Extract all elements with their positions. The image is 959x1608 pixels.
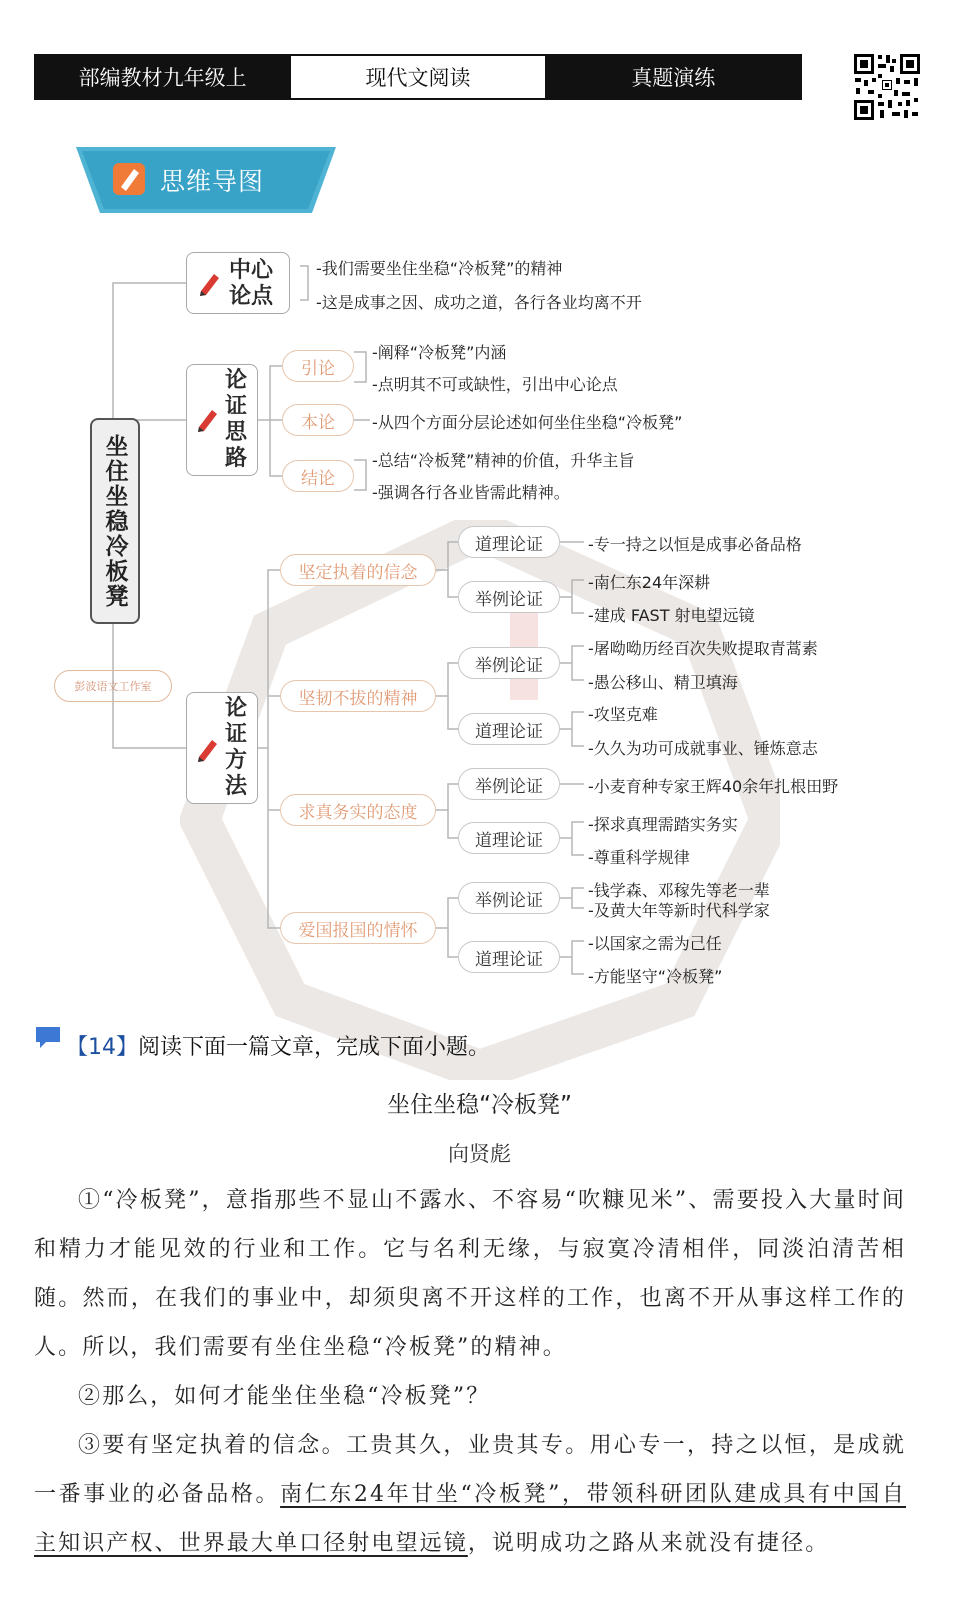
paragraph-2: ②那么，如何才能坐住坐稳“冷板凳”？	[78, 1384, 491, 1409]
paragraph-3-intro: ③要有坚定执着的信念。工贵其久，业贵其专。用心专一，持之以恒，是成就一番事业的必备品格。	[34, 1433, 906, 1507]
paragraph-3-underlined: 南仁东24年甘坐“冷板凳”，带领科研团队建成具有中国自主知识产权、世界最大单口径射电望远镜	[34, 1482, 906, 1556]
methods-node	[186, 692, 258, 804]
method-group-1: 坚定执着的信念	[280, 554, 436, 586]
method-leaf: -久久为功可成就事业、锤炼意志	[588, 739, 818, 758]
structure-leaf: -阐释“冷板凳”内涵	[372, 343, 507, 362]
structure-part-conclusion: 结论	[282, 460, 354, 492]
mindmap-root: 坐住坐稳冷板凳	[90, 418, 140, 624]
method-leaf: -愚公移山、精卫填海	[588, 673, 738, 692]
center-argument-label: 中心论点	[229, 258, 274, 309]
method-sub: 道理论证	[458, 941, 560, 973]
method-sub: 举例论证	[458, 882, 560, 914]
center-argument-node	[186, 252, 290, 314]
method-group-3: 求真务实的态度	[280, 794, 436, 826]
pencil-icon	[197, 271, 221, 297]
structure-leaf: -从四个方面分层论述如何坐住坐稳“冷板凳”	[372, 413, 683, 432]
pencil-icon	[195, 737, 219, 763]
method-leaf: -钱学森、邓稼先等老一辈	[588, 881, 770, 900]
header-subject: 现代文阅读	[289, 56, 546, 98]
structure-label: 论证思路	[225, 368, 248, 471]
center-leaf-1: -我们需要坐住坐稳“冷板凳”的精神	[316, 259, 563, 278]
mindmap-title: 思维导图	[160, 167, 265, 196]
structure-leaf: -总结“冷板凳”精神的价值，升华主旨	[372, 451, 635, 470]
method-sub: 举例论证	[458, 768, 560, 800]
structure-part-body: 本论	[282, 404, 354, 436]
method-sub: 举例论证	[458, 647, 560, 679]
article-title: 坐住坐稳“冷板凳”	[387, 1092, 572, 1118]
method-leaf: -攻坚克难	[588, 705, 658, 724]
studio-stamp: 彭波语文工作室	[54, 670, 172, 702]
method-leaf: -建成 FAST 射电望远镜	[588, 606, 755, 625]
method-group-4: 爱国报国的情怀	[280, 912, 436, 944]
method-group-2: 坚韧不拔的精神	[280, 680, 436, 712]
method-sub: 举例论证	[458, 581, 560, 613]
structure-leaf: -点明其不可或缺性，引出中心论点	[372, 375, 618, 394]
method-leaf: -屠呦呦历经百次失败提取青蒿素	[588, 639, 818, 658]
method-leaf: -尊重科学规律	[588, 848, 690, 867]
structure-node	[186, 364, 258, 476]
article-author: 向贤彪	[448, 1142, 511, 1166]
method-leaf: -方能坚守“冷板凳”	[588, 967, 723, 986]
speech-bubble-icon	[34, 1025, 64, 1051]
question-prompt	[66, 1030, 490, 1061]
paragraph-3	[34, 1421, 906, 1568]
header-section: 真题演练	[547, 56, 800, 98]
question-text: 阅读下面一篇文章，完成下面小题。	[138, 1035, 491, 1060]
method-leaf: -探求真理需踏实务实	[588, 815, 738, 834]
question-number: 【14】	[66, 1035, 138, 1060]
method-leaf: -专一持之以恒是成事必备品格	[588, 535, 802, 554]
method-sub: 道理论证	[458, 526, 560, 558]
method-leaf: -以国家之需为己任	[588, 934, 722, 953]
method-sub: 道理论证	[458, 713, 560, 745]
paragraph-3-end: ，说明成功之路从来就没有捷径。	[467, 1531, 830, 1556]
center-leaf-2: -这是成事之因、成功之道，各行各业均离不开	[316, 293, 642, 312]
structure-leaf: -强调各行各业皆需此精神。	[372, 483, 570, 502]
pencil-icon	[195, 407, 219, 433]
method-leaf: -南仁东24年深耕	[588, 573, 711, 592]
structure-part-intro: 引论	[282, 350, 354, 382]
method-leaf: -小麦育种专家王辉40余年扎根田野	[588, 777, 839, 796]
method-sub: 道理论证	[458, 822, 560, 854]
paragraph-1: ①“冷板凳”，意指那些不显山不露水、不容易“吹糠见米”、需要投入大量时间和精力才能见效的行业和工作。它与名利无缘，与寂寞冷清相伴，同淡泊清苦相随。然而，在我们的事业中，却须臾离不开这样的工作，也离不开从事这样工作的人。所以，我们需要有坐住坐稳“冷板凳”的精神。	[34, 1188, 906, 1360]
methods-label: 论证方法	[225, 696, 248, 799]
header-grade: 部编教材九年级上	[36, 56, 289, 98]
method-leaf: -及黄大年等新时代科学家	[588, 901, 770, 920]
